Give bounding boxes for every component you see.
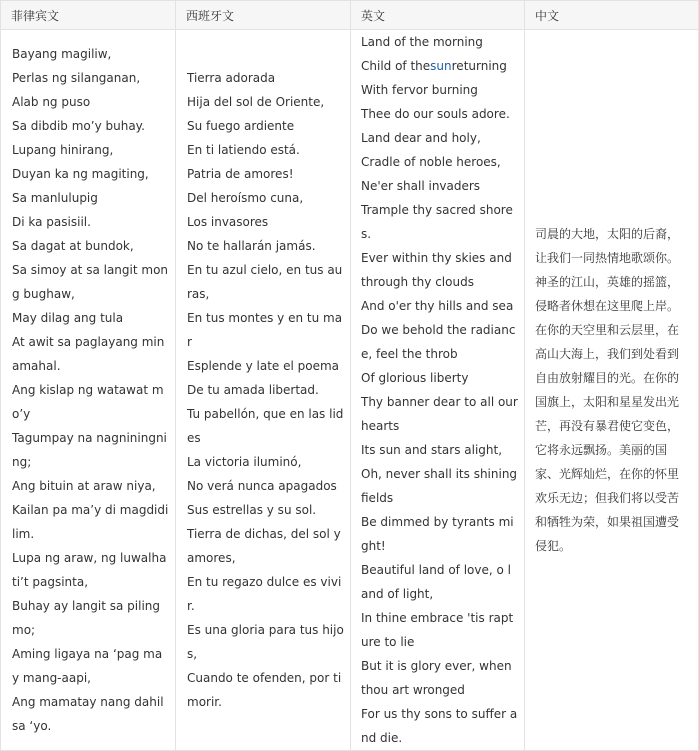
lyrics-row — [1, 30, 699, 751]
spanish-line: En tu regazo dulce es vivir. — [187, 575, 342, 613]
spanish-line: Patria de amores! — [187, 167, 294, 181]
spanish-line: Esplende y late el poema — [187, 359, 340, 373]
filipino-line: Ang mamatay nang dahil sa ‘yo. — [12, 695, 164, 733]
english-line: Trample thy sacred shores. — [361, 203, 513, 241]
english-line: Do we behold the radiance, feel the throb — [361, 323, 516, 361]
filipino-line: Aming ligaya na ‘pag may mang-aapi, — [12, 647, 163, 685]
english-line: Thy banner dear to all our hearts — [361, 395, 518, 433]
spanish-line: Tierra de dichas, del sol y amores, — [187, 527, 341, 565]
spanish-cell — [176, 30, 351, 751]
english-line-part: returning — [451, 59, 507, 73]
filipino-line: Alab ng puso — [12, 95, 91, 109]
spanish-line: No verá nunca apagados — [187, 479, 337, 493]
english-line: With fervor burning — [361, 83, 478, 97]
english-lyrics — [361, 30, 518, 750]
filipino-line: Lupa ng araw, ng luwalhati’t pagsinta, — [12, 551, 167, 589]
spanish-lyrics — [187, 66, 344, 714]
filipino-line: At awit sa paglayang minamahal. — [12, 335, 165, 373]
filipino-line: Perlas ng silanganan, — [12, 71, 141, 85]
spanish-line: Tierra adorada — [187, 71, 276, 85]
spanish-line: En tus montes y en tu mar — [187, 311, 343, 349]
english-line: Thee do our souls adore. — [361, 107, 510, 121]
english-line: Its sun and stars alight, — [361, 443, 503, 457]
spanish-line: La victoria iluminó, — [187, 455, 302, 469]
header-spanish: 西班牙文 — [176, 1, 351, 30]
chinese-translation: 司晨的大地，太阳的后裔，让我们一同热情地歌颂你。神圣的江山，英雄的摇篮，侵略者休想在这里爬上岸。在你的天空里和云层里，在高山大海上，我们到处看到自由放射耀目的光。在你的国旗上，太阳和星星发出光芒，再没有暴君使它变色，它将永远飘扬。美丽的国家、光辉灿烂，在你的怀里欢乐无边；但我们将以受苦和牺牲为荣，如果祖国遭受侵犯。 — [535, 227, 680, 553]
spanish-line: Sus estrellas y su sol. — [187, 503, 317, 517]
english-line: Ever within thy skies and through thy clouds — [361, 251, 512, 289]
english-line: For us thy sons to suffer and die. — [361, 707, 518, 745]
spanish-line: En tu azul cielo, en tus auras, — [187, 263, 343, 301]
spanish-line: Tu pabellón, que en las lides — [187, 407, 344, 445]
chinese-cell — [525, 30, 699, 751]
filipino-line: Sa dagat at bundok, — [12, 239, 134, 253]
filipino-line: Buhay ay langit sa piling mo; — [12, 599, 161, 637]
filipino-line: Tagumpay na nagniningning; — [12, 431, 167, 469]
spanish-line: Hija del sol de Oriente, — [187, 95, 325, 109]
filipino-lyrics — [12, 42, 169, 738]
header-row — [1, 1, 699, 30]
filipino-line: Ang bituin at araw niya, — [12, 479, 156, 493]
spanish-line: Del heroísmo cuna, — [187, 191, 304, 205]
spanish-line: Es una gloria para tus hijos, — [187, 623, 344, 661]
header-english: 英文 — [351, 1, 525, 30]
english-line: Land of the morning — [361, 35, 483, 49]
english-rest — [361, 78, 518, 750]
filipino-line: Sa simoy at sa langit mong bughaw, — [12, 263, 169, 301]
english-line: Beautiful land of love, o land of light, — [361, 563, 511, 601]
english-line — [361, 54, 518, 78]
filipino-line: Ang kislap ng watawat mo’y — [12, 383, 164, 421]
sun-link[interactable]: sun — [430, 59, 452, 73]
spanish-line: Los invasores — [187, 215, 269, 229]
filipino-line: Sa dibdib mo’y buhay. — [12, 119, 145, 133]
english-line: In thine embrace 'tis rapture to lie — [361, 611, 514, 649]
english-line: But it is glory ever, when thou art wronged — [361, 659, 512, 697]
english-line: Of glorious liberty — [361, 371, 469, 385]
filipino-line: Duyan ka ng magiting, — [12, 167, 149, 181]
filipino-line: Lupang hinirang, — [12, 143, 114, 157]
filipino-line: Sa manlulupig — [12, 191, 98, 205]
spanish-line: No te hallarán jamás. — [187, 239, 316, 253]
filipino-cell — [1, 30, 176, 751]
english-line: Be dimmed by tyrants might! — [361, 515, 514, 553]
english-line: Ne'er shall invaders — [361, 179, 481, 193]
spanish-line: En ti latiendo está. — [187, 143, 300, 157]
english-line: Oh, never shall its shining fields — [361, 467, 518, 505]
english-line: Cradle of noble heroes, — [361, 155, 501, 169]
header-filipino: 菲律宾文 — [1, 1, 176, 30]
english-cell — [351, 30, 525, 751]
english-line: Land dear and holy, — [361, 131, 481, 145]
spanish-line: De tu amada libertad. — [187, 383, 319, 397]
filipino-line: May dilag ang tula — [12, 311, 124, 325]
english-line-part: Child of the — [361, 59, 431, 73]
english-line: And o'er thy hills and sea — [361, 299, 514, 313]
spanish-line: Su fuego ardiente — [187, 119, 295, 133]
filipino-line: Di ka pasisiil. — [12, 215, 91, 229]
spanish-line: Cuando te ofenden, por ti morir. — [187, 671, 342, 709]
filipino-line: Kailan pa ma’y di magdidilim. — [12, 503, 169, 541]
header-chinese: 中文 — [525, 1, 699, 30]
filipino-line: Bayang magiliw, — [12, 47, 112, 61]
